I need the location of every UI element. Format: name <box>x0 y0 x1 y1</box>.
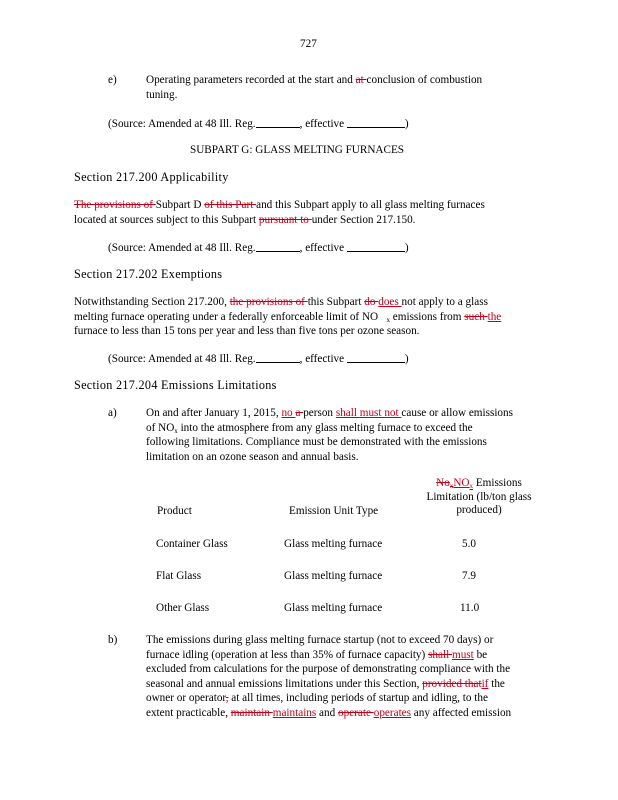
table-cell-limit: 11.0 <box>460 602 480 614</box>
table-cell-limit: 5.0 <box>462 538 476 550</box>
source-note: (Source: Amended at 48 Ill. Reg. , effective ) <box>108 242 409 254</box>
item-a-label: a) <box>108 407 117 419</box>
table-header-limit: $No_xNO_x$ Emissions Limitation (lb/ton glass produced) <box>426 477 532 517</box>
source-note: (Source: Amended at 48 Ill. Reg. , effective ) <box>108 353 409 365</box>
table-header-type: Emission Unit Type <box>289 505 379 517</box>
section-217-200-body: The provisions of Subpart D of this Part and this Subpart apply to all glass melting furnaces located at sources subject to this Subpart pursuant to under Section 217.150. <box>74 199 485 226</box>
section-heading-217-204: Section 217.204 Emissions Limitations <box>74 378 277 392</box>
table-cell-product: Container Glass <box>156 538 228 550</box>
source-note: (Source: Amended at 48 Ill. Reg. , effective ) <box>108 118 409 130</box>
table-cell-limit: 7.9 <box>462 570 476 582</box>
table-cell-type: Glass melting furnace <box>284 602 383 614</box>
item-a-text: On and after January 1, 2015, no a person shall must not cause or allow emissions of $NO_x$ into the atmosphere from any glass melting furnace to exceed the following limitations. Compliance must be demonstrated with the emissions limitation on an ozone season and annual basis. <box>146 407 513 463</box>
table-cell-product: Other Glass <box>156 602 210 614</box>
section-217-202-body: Notwithstanding Section 217.200, the provisions of this Subpart do does not apply to a glass melting furnace operating under a federally enforceable limit of NO $_x$ emissions from such the furnace to less than 15 tons per year and less than five tons per ozone season. <box>74 296 502 338</box>
table-cell-type: Glass melting furnace <box>284 570 383 582</box>
item-b-text: The emissions during glass melting furnace startup (not to exceed 70 days) or furnace idling (operation at less than 35% of furnace capacity) shall must be excluded from calculations for the purpose of demonstrating compliance with the seasonal and annual emissions limitations under this Section, provided thatif the owner or operator, at all times, including periods of startup and idling, to the extent practicable, maintain maintains and operate operates any affected emission <box>146 634 512 719</box>
section-heading-217-200: Section 217.200 Applicability <box>74 170 229 184</box>
item-e-text: Operating parameters recorded at the start and at conclusion of combustion tuning. <box>146 74 483 101</box>
item-b-label: b) <box>108 634 118 646</box>
item-e-label: e) <box>108 74 117 86</box>
page-number: 727 <box>300 38 317 50</box>
table-cell-type: Glass melting furnace <box>284 538 383 550</box>
subpart-title: SUBPART G: GLASS MELTING FURNACES <box>190 144 405 156</box>
table-header-product: Product <box>157 505 192 517</box>
table-cell-product: Flat Glass <box>156 570 202 582</box>
section-heading-217-202: Section 217.202 Exemptions <box>74 267 223 281</box>
